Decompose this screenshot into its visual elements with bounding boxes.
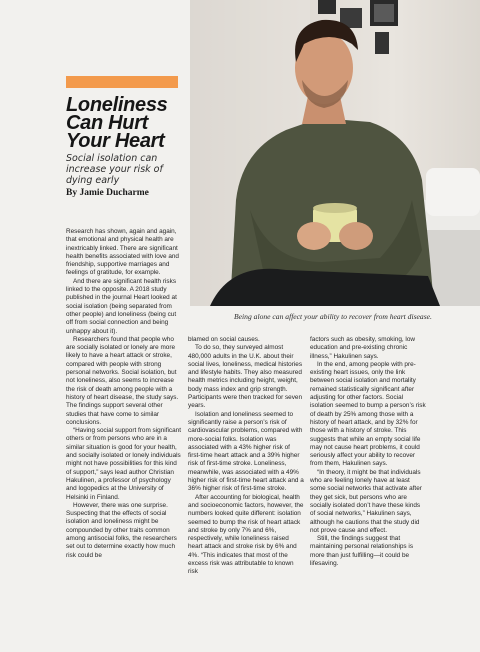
byline: By Jamie Ducharme: [66, 188, 149, 198]
body-paragraph: Research has shown, again and again, that emotional and physical health are inextricably linked. There are significant health benefits associated with love and friendship, supportive marriages and feelings of gratitude, for example.: [66, 228, 179, 277]
article-headline: Loneliness Can Hurt Your Heart: [66, 94, 168, 152]
body-paragraph: To do so, they surveyed almost 480,000 adults in the U.K. about their social lives, loneliness, medical histories and lifestyle habits. They also measured health metrics including height, weight, body mass index and grip strength. Participants were then tracked for seven years.: [188, 344, 303, 410]
body-paragraph: After accounting for biological, health and socioeconomic factors, however, the numbers looked quite different: isolation seemed to bump the risk of heart attack and stroke by only 7% and 6%, respectively, while loneliness raised heart attack and stroke risk by 6% and 4%. “This indicates that most of the excess risk was attributable to known risk: [188, 493, 304, 576]
body-paragraph: “Having social support from significant others or from persons who are in a similar situation is good for your health, and socially isolated or lonely individuals might not have possibilities for this kind of support,” says lead author Christian Hakulinen, a professor of psychology and logopedics at the University of Helsinki in Finland.: [66, 427, 181, 501]
body-column-1: [66, 228, 182, 560]
man-holding-mug-photo: [190, 0, 480, 306]
body-column-3: [310, 336, 426, 568]
body-paragraph: factors such as obesity, smoking, low education and pre-existing chronic illness,” Hakulinen says.: [310, 336, 416, 360]
body-paragraph: In the end, among people with pre-existing heart issues, only the link between social isolation and mortality remained statistically significant after adjusting for other factors. Social isolation seemed to bump a person’s risk of death by 25% among those with a history of heart attack, and by 32% for those with a history of stroke. This suggests that while an empty social life may not cause heart problems, it could seriously affect your ability to recover from them, Hakulinen says.: [310, 360, 426, 468]
article-deck: Social isolation can increase your risk of dying early: [66, 153, 163, 186]
body-paragraph: However, there was one surprise. Suspecting that the effects of social isolation and loneliness might be compounded by other traits common among antisocial folks, the researchers set out to determine exactly how much risk could be: [66, 501, 177, 559]
body-paragraph: Researchers found that people who are socially isolated or lonely are more likely to have a heart attack or stroke, compared with people with strong personal networks. Social isolation, but not loneliness, also seems to increase the risk of death among people with a history of heart disease, the study says. The findings support several other studies that have come to similar conclusions.: [66, 335, 179, 426]
body-paragraph: blamed on social causes.: [188, 336, 260, 343]
body-paragraph: Still, the findings suggest that maintaining personal relationships is more than just fulfilling—it could be lifesaving.: [310, 535, 414, 568]
hero-photo: [190, 0, 480, 306]
body-paragraph: Isolation and loneliness seemed to significantly raise a person’s risk of cardiovascular problems, compared with more-social folks. Isolation was associated with a 43% higher risk of first-time heart attack and a 39% higher risk of first-time stroke. Loneliness, meanwhile, was associated with a 49% higher risk of first-time heart attack and a 36% higher risk of first-time stroke.: [188, 410, 304, 493]
accent-bar: [66, 76, 178, 88]
body-paragraph: And there are significant health risks linked to the opposite. A 2018 study published in the journal Heart looked at social isolation (being separated from other people) and loneliness (being cut off from social connection and being unhappy about it).: [66, 277, 177, 335]
body-paragraph: “In theory, it might be that individuals who are feeling lonely have at least some social networks that activate after they get sick, but persons who are socially isolated don’t have these kinds of social networks,” Hakulinen says, although he cautions that the study did not prove cause and effect.: [310, 468, 422, 534]
photo-caption: Being alone can affect your ability to recover from heart disease.: [234, 312, 432, 321]
body-column-2: [188, 336, 304, 577]
